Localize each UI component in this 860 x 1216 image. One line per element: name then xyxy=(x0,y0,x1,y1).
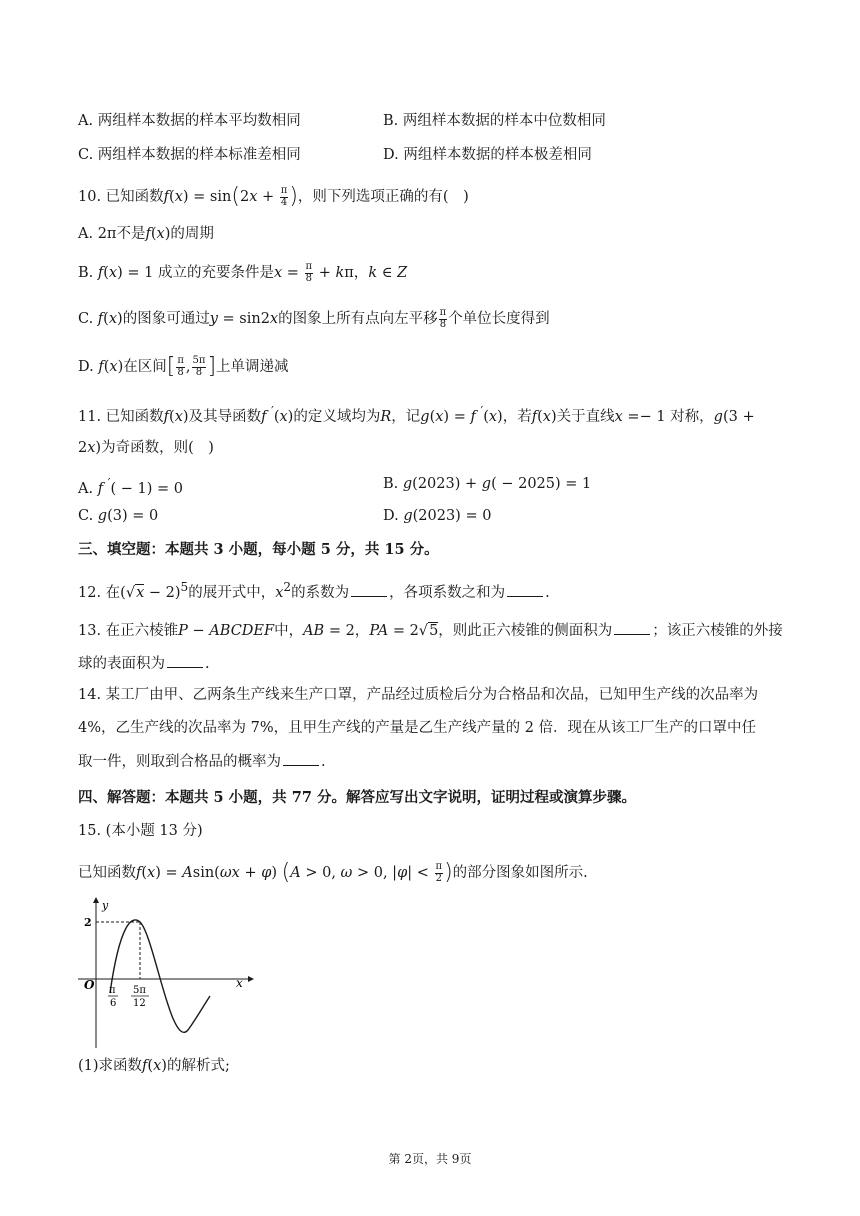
q11-option-b: B. g(2023) + g( − 2025) = 1 xyxy=(383,476,592,492)
q11-option-a: A. f ′( − 1) = 0 xyxy=(78,476,183,497)
section3-title: 三、填空题：本题共 3 小题，每小题 5 分，共 15 分。 xyxy=(78,541,439,558)
q10-option-a: A. 2π不是f(x)的周期 xyxy=(78,226,214,242)
section4-title: 四、解答题：本题共 5 小题，共 77 分。解答应写出文字说明，证明过程或演算步骤。 xyxy=(78,789,636,806)
q12: 12. 在$(√x - 2)^5$的展开式中，$x^2$的系数为 ，各项系数之和为 . xyxy=(78,580,550,601)
origin-label: O xyxy=(84,978,95,992)
sine-graph xyxy=(76,895,256,1050)
q10-option-d: D. f(x)在区间[ $\frac{\pi}{8}$ , $\frac{5\pi}{8}$ ]上单调递减 xyxy=(78,354,289,379)
page-footer: 第 2页，共 9页 xyxy=(388,1152,472,1166)
q11-stem-line2: 2x)为奇函数，则( ) xyxy=(78,440,214,456)
y-tick-2: 2 xyxy=(84,916,92,929)
x-axis-label: x xyxy=(236,976,243,990)
q9-option-d: D. 两组样本数据的样本极差相同 xyxy=(383,147,592,163)
q14-line3: 取一件，则取到合格品的概率为 . xyxy=(78,754,326,770)
q10-option-b: B. f(x) = 1 成立的充要条件是x = $\frac{\pi}{8}$ + kπ，k ∈ Z xyxy=(78,261,408,284)
y-axis-label: y xyxy=(102,899,109,912)
sine-curve xyxy=(110,920,210,1032)
x-tick-pi6-num: π xyxy=(109,985,116,996)
q15-stem: 已知函数f(x) = Asin(ωx + φ) (A > 0, ω > 0, |φ| < $\frac{\pi}{2}$ )的部分图象如图所示. xyxy=(78,860,588,885)
y-axis-arrow xyxy=(93,897,99,903)
q15-part1: (1)求函数f(x)的解析式; xyxy=(78,1058,230,1074)
q15-header: 15. (本小题 13 分) xyxy=(78,823,203,839)
q14-line2: 4%，乙生产线的次品率为 7%，且甲生产线的产量是乙生产线产量的 2 倍．现在从该工厂生产的口罩中任 xyxy=(78,720,757,736)
q9-option-b: B. 两组样本数据的样本中位数相同 xyxy=(383,113,606,129)
q11-option-c: C. g(3) = 0 xyxy=(78,508,159,524)
x-tick-5pi12-num: 5π xyxy=(133,985,146,996)
q14-line1: 14. 某工厂由甲、乙两条生产线来生产口罩，产品经过质检后分为合格品和次品，已知甲生产线的次品率为 xyxy=(78,687,759,703)
q10-stem: 10. 已知函数f(x) = sin(2x + $\frac{\pi}{4}$ )，则下列选项正确的有( ) xyxy=(78,184,469,209)
q11-stem-line1: 11. 已知函数f(x)及其导函数f ′(x)的定义域均为R，记g(x) = f ′(x)，若f(x)关于直线x =− 1 对称，g(3 + xyxy=(78,404,755,425)
q13-line2: 球的表面积为 . xyxy=(78,656,210,672)
q10-option-c: C. f(x)的图象可通过y = sin2x的图象上所有点向左平移 $\frac{\pi}{8}$ 个单位长度得到 xyxy=(78,307,550,330)
q9-option-a: A. 两组样本数据的样本平均数相同 xyxy=(78,113,301,129)
q11-option-d: D. g(2023) = 0 xyxy=(383,508,492,524)
q9-option-c: C. 两组样本数据的样本标准差相同 xyxy=(78,147,301,163)
x-tick-5pi12-den: 12 xyxy=(133,998,146,1009)
q13-line1: 13. 在正六棱锥P − ABCDEF中，AB = 2，PA = 2√5，则此正六棱锥的侧面积为 ；该正六棱锥的外接 xyxy=(78,623,783,639)
x-axis-arrow xyxy=(248,976,254,982)
x-tick-pi6-den: 6 xyxy=(110,998,117,1009)
